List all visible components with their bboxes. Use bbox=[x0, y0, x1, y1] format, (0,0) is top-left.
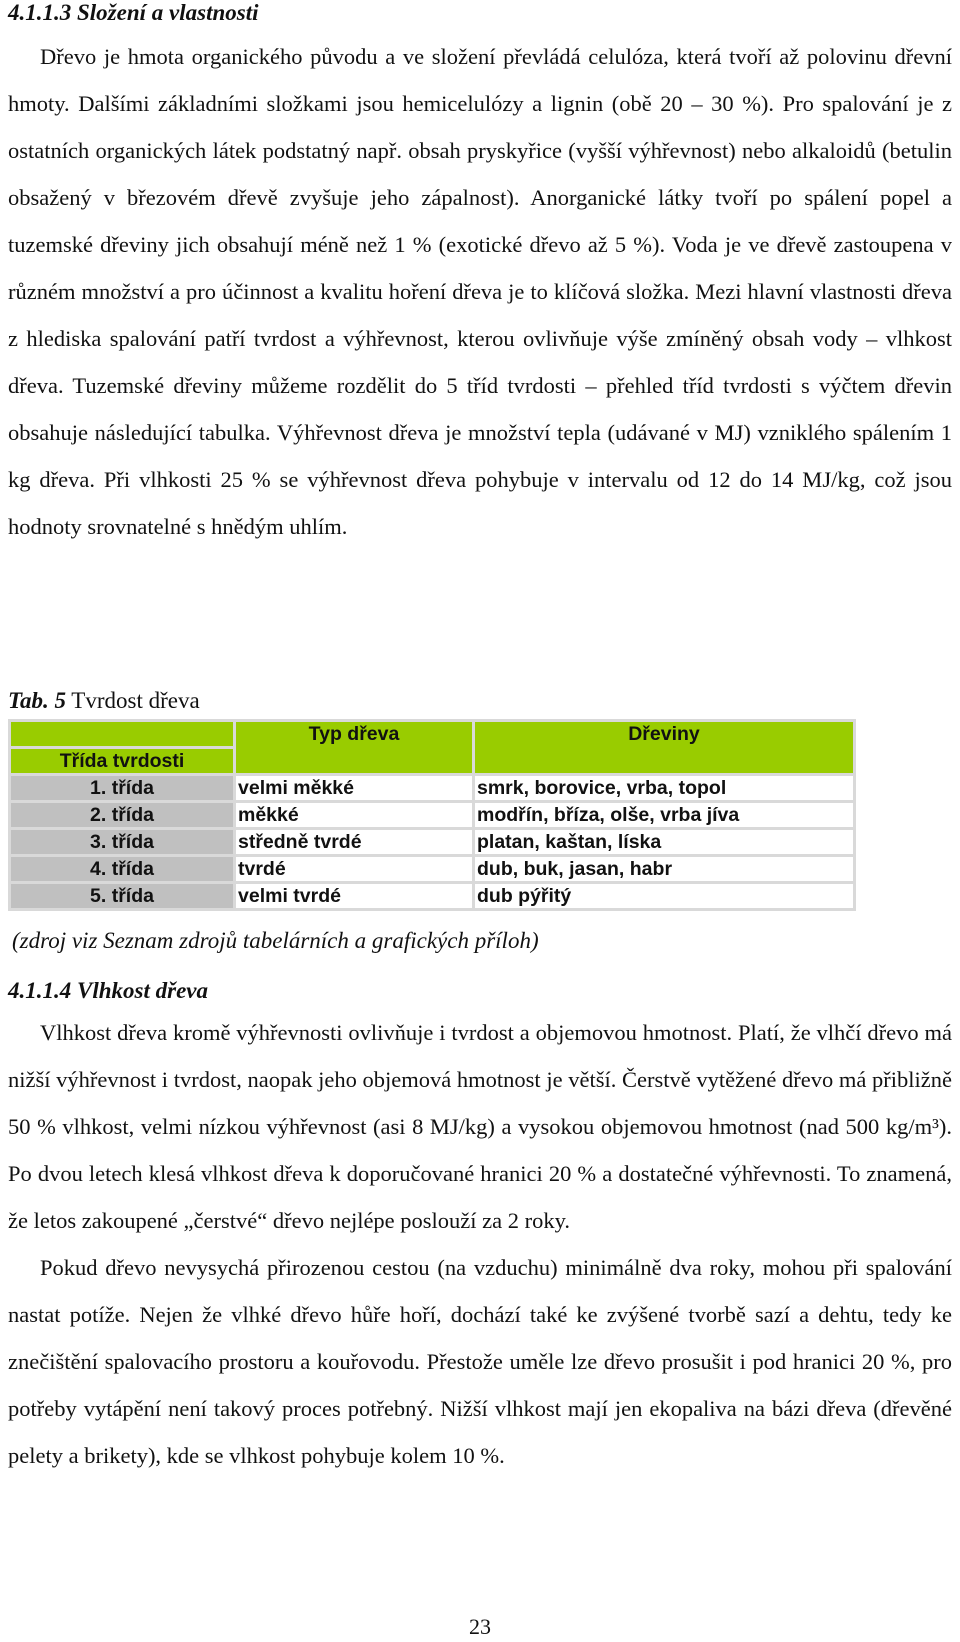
table-header-row bbox=[11, 722, 853, 746]
table-cell-type: měkké bbox=[236, 803, 472, 827]
table-cell-class: 5. třída bbox=[11, 884, 233, 908]
table-row bbox=[11, 857, 853, 881]
table-cell-type: středně tvrdé bbox=[236, 830, 472, 854]
table-cell-species: smrk, borovice, vrba, topol bbox=[475, 776, 853, 800]
table-caption-text: Tvrdost dřeva bbox=[65, 688, 200, 713]
table-caption-number: Tab. 5 bbox=[8, 688, 66, 713]
section-heading-moisture: 4.1.1.4 Vlhkost dřeva bbox=[8, 978, 208, 1003]
table-cell-species: modřín, bříza, olše, vrba jíva bbox=[475, 803, 853, 827]
table-header-class: Třída tvrdosti bbox=[11, 749, 233, 773]
table-cell-class: 3. třída bbox=[11, 830, 233, 854]
table-row bbox=[11, 803, 853, 827]
table-cell-species: dub, buk, jasan, habr bbox=[475, 857, 853, 881]
table-source-note: (zdroj viz Seznam zdrojů tabelárních a grafických příloh) bbox=[12, 928, 539, 953]
hardness-table bbox=[8, 719, 856, 911]
table-row bbox=[11, 884, 853, 908]
moisture-paragraph-1: Vlhkost dřeva kromě výhřevnosti ovlivňuje i tvrdost a objemovou hmotnost. Platí, že vlhčí dřevo má nižší výhřevnost i tvrdost, naopak jeho objemová hmotnost je větší. Čerstvě vytěžené dřevo má přibližně 50 % vlhkost, velmi nízkou výhřevnost (asi 8 MJ/kg) a vysokou objemovou hmotnost (nad 500 kg/m³). Po dvou letech klesá vlhkost dřeva k doporučované hranici 20 % a dostatečné výhřevnosti. To znamená, že letos zakoupené „čerstvé“ dřevo nejlépe poslouží za 2 roky. bbox=[8, 1020, 952, 1233]
table-caption bbox=[8, 688, 200, 714]
table-cell-type: velmi tvrdé bbox=[236, 884, 472, 908]
table-cell-species: platan, kaštan, líska bbox=[475, 830, 853, 854]
table-cell-species: dub pýřitý bbox=[475, 884, 853, 908]
table-row bbox=[11, 776, 853, 800]
table-header-blank-cell bbox=[11, 722, 233, 746]
table-cell-class: 4. třída bbox=[11, 857, 233, 881]
table-row bbox=[11, 830, 853, 854]
table-cell-class: 1. třída bbox=[11, 776, 233, 800]
composition-paragraph-block bbox=[8, 33, 952, 550]
section-heading-composition: 4.1.1.3 Složení a vlastnosti bbox=[8, 0, 259, 25]
moisture-paragraph-block bbox=[8, 1009, 952, 1479]
table-header-species: Dřeviny bbox=[475, 722, 853, 773]
table-cell-type: velmi měkké bbox=[236, 776, 472, 800]
composition-paragraph: Dřevo je hmota organického původu a ve složení převládá celulóza, která tvoří až polovinu dřevní hmoty. Dalšími základními složkami jsou hemicelulózy a lignin (obě 20 – 30 %). Pro spalování je z ostatních organických látek podstatný např. obsah pryskyřice (vyšší výhřevnost) nebo alkaloidů (betulin obsažený v březovém dřevě zvyšuje jeho zápalnost). Anorganické látky tvoří po spálení popel a tuzemské dřeviny jich obsahují méně než 1 % (exotické dřevo až 5 %). Voda je ve dřevě zastoupena v různém množství a pro účinnost a kvalitu hoření dřeva je to klíčová složka. Mezi hlavní vlastnosti dřeva z hlediska spalování patří tvrdost a výhřevnost, kterou ovlivňuje výše zmíněný obsah vody – vlhkost dřeva. Tuzemské dřeviny můžeme rozdělit do 5 tříd tvrdosti – přehled tříd tvrdosti s výčtem dřevin obsahuje následující tabulka. Výhřevnost dřeva je množství tepla (udávané v MJ) vzniklého spálením 1 kg dřeva. Při vlhkosti 25 % se výhřevnost dřeva pohybuje v intervalu od 12 do 14 MJ/kg, což jsou hodnoty srovnatelné s hnědým uhlím. bbox=[8, 44, 952, 539]
moisture-paragraph-2: Pokud dřevo nevysychá přirozenou cestou (na vzduchu) minimálně dva roky, mohou při spalování nastat potíže. Nejen že vlhké dřevo hůře hoří, dochází také ke zvýšené tvorbě sazí a dehtu, tedy ke znečištění spalovacího prostoru a kouřovodu. Přestože uměle lze dřevo prosušit i pod hranici 20 %, pro potřeby vytápění není takový proces potřebný. Nižší vlhkost mají jen ekopaliva na bázi dřeva (dřevěné pelety a brikety), kde se vlhkost pohybuje kolem 10 %. bbox=[8, 1255, 952, 1468]
page-number: 23 bbox=[469, 1614, 491, 1639]
table-header-type: Typ dřeva bbox=[236, 722, 472, 773]
table-cell-class: 2. třída bbox=[11, 803, 233, 827]
table-cell-type: tvrdé bbox=[236, 857, 472, 881]
